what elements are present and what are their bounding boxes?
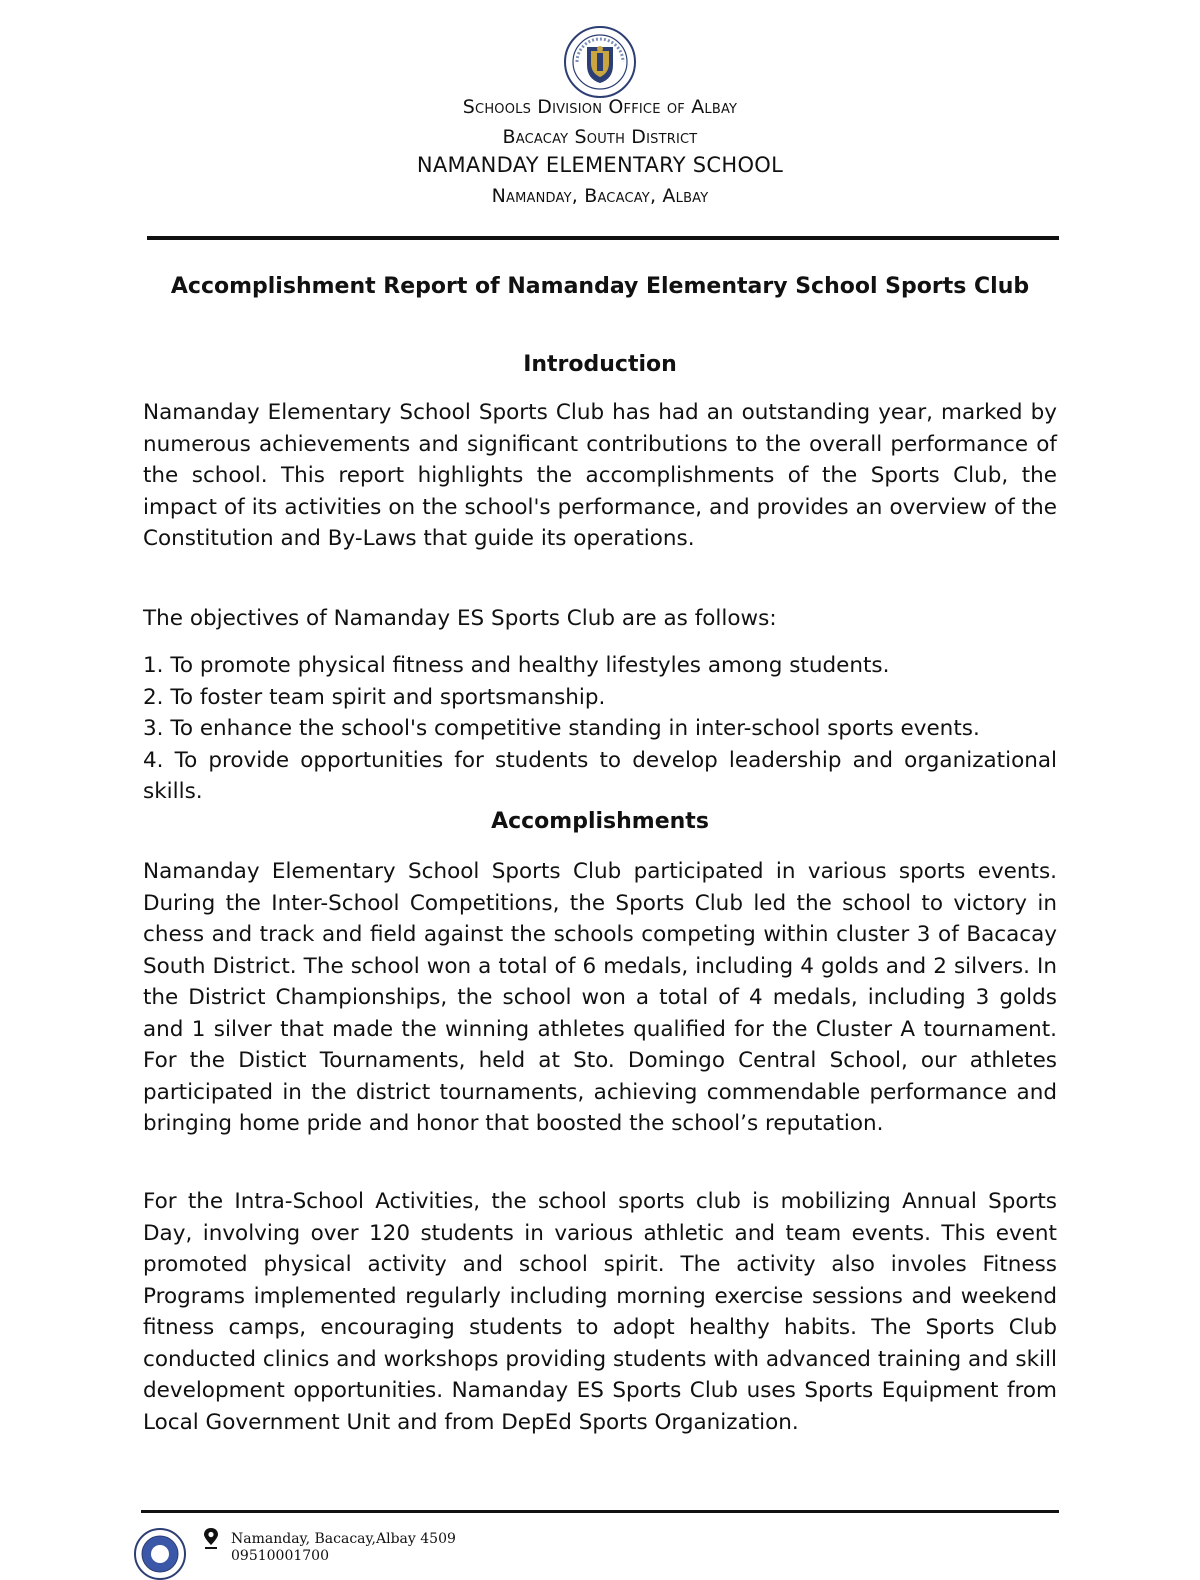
footer-divider bbox=[141, 1510, 1059, 1513]
list-item: 1. To promote physical fitness and healthy lifestyles among students. bbox=[143, 653, 890, 678]
accomplishments-paragraph-2: For the Intra-School Activities, the school sports club is mobilizing Annual Sports Day, involving over 120 students in various athletic and team events. This event promoted physical activity and school spirit. The activity also involes Fitness Programs implemented regularly including morning exercise sessions and weekend fitness camps, encouraging students to adopt healthy habits. The Sports Club conducted clinics and workshops providing students with advanced training and skill development opportunities. Namanday ES Sports Club uses Sports Equipment from Local Government Unit and from DepEd Sports Organization. bbox=[143, 1189, 1057, 1435]
objectives-list bbox=[143, 650, 1057, 808]
school-name: NAMANDAY ELEMENTARY SCHOOL bbox=[416, 153, 784, 177]
school-seal-logo bbox=[134, 1528, 186, 1580]
introduction-heading: Introduction bbox=[523, 352, 677, 377]
accomplishments-paragraph-1: Namanday Elementary School Sports Club participated in various sports events. During the Inter-School Competitions, the Sports Club led the school to victory in chess and track and field against the schools competing within cluster 3 of Bacacay South District. The school won a total of 6 medals, including 4 golds and 2 silvers. In the District Championships, the school won a total of 4 medals, including 3 golds and 1 silver that made the winning athletes qualified for the Cluster A tournament. For the Distict Tournaments, held at Sto. Domingo Central School, our athletes participated in the district tournaments, achieving commendable performance and bringing home pride and honor that boosted the school’s reputation. bbox=[143, 859, 1057, 1136]
deped-seal-logo bbox=[563, 25, 637, 99]
location-pin-icon bbox=[202, 1527, 220, 1551]
introduction-paragraph: Namanday Elementary School Sports Club has had an outstanding year, marked by numerous achievements and significant contributions to the overall performance of the school. This report highlights the accomplishments of the Sports Club, the impact of its activities on the school's performance, and provides an overview of the Constitution and By-Laws that guide its operations. bbox=[143, 400, 1057, 551]
header-divider bbox=[147, 236, 1059, 240]
footer-address: Namanday, Bacacay,Albay 4509 bbox=[231, 1531, 456, 1547]
district-line: Bacacay South District bbox=[502, 126, 698, 148]
list-item: 3. To enhance the school's competitive standing in inter-school sports events. bbox=[143, 716, 980, 741]
objectives-intro: The objectives of Namanday ES Sports Club are as follows: bbox=[143, 606, 777, 631]
list-item: 4. To provide opportunities for students to develop leadership and organizational skills. bbox=[143, 747, 1057, 804]
accomplishments-heading: Accomplishments bbox=[491, 809, 709, 834]
footer-phone: 09510001700 bbox=[231, 1548, 329, 1564]
division-office-line: Schools Division Office of Albay bbox=[462, 96, 738, 118]
report-title: Accomplishment Report of Namanday Elementary School Sports Club bbox=[170, 274, 1030, 299]
school-address-line: Namanday, Bacacay, Albay bbox=[491, 185, 709, 207]
list-item: 2. To foster team spirit and sportsmanship. bbox=[143, 684, 606, 710]
